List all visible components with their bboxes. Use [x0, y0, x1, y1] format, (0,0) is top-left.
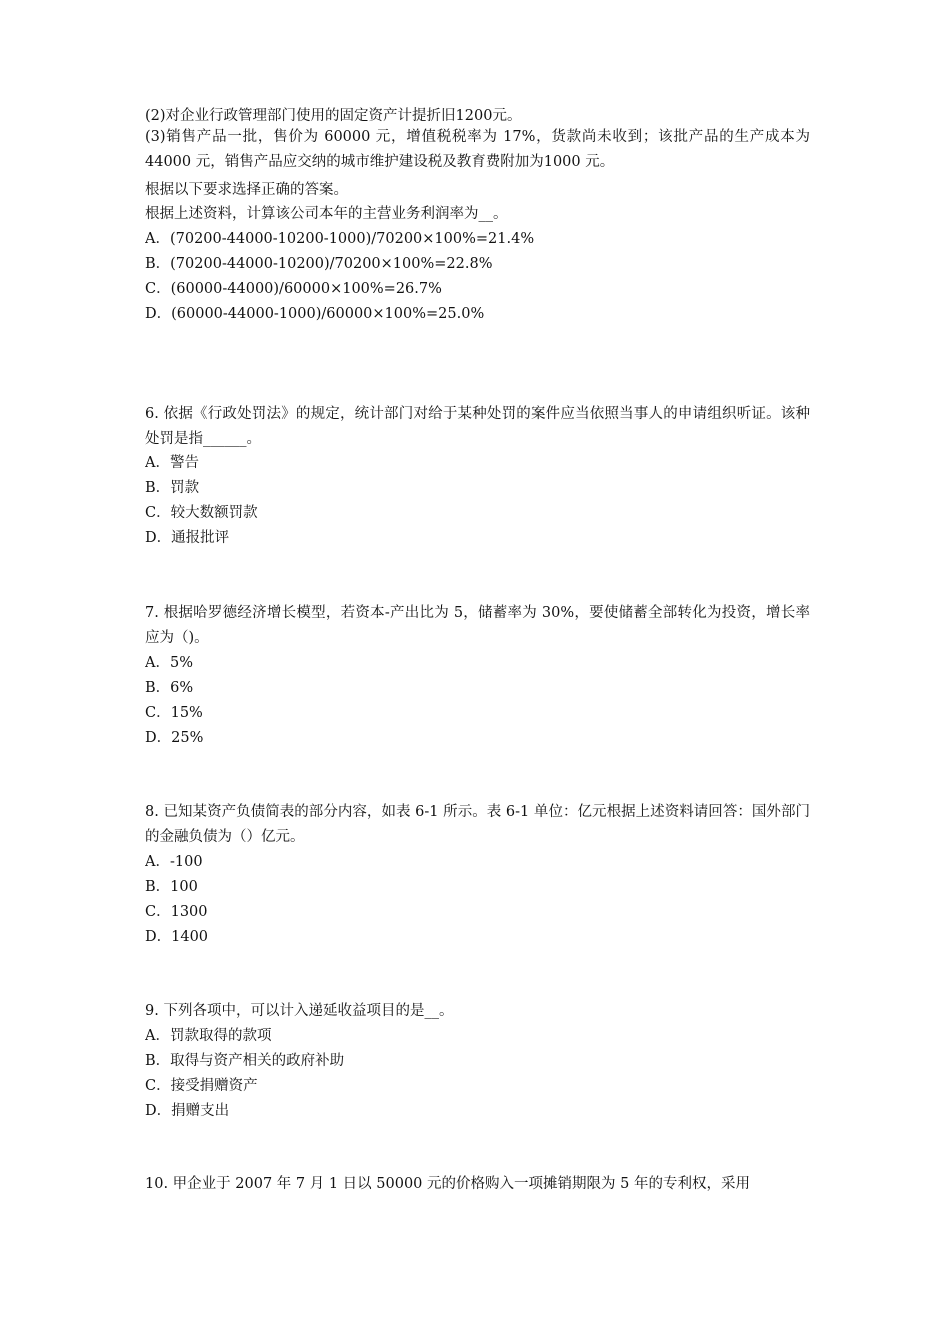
- q7-option-c: C．15%: [145, 705, 203, 721]
- q7-stem: 7. 根据哈罗德经济增长模型，若资本-产出比为 5，储蓄率为 30%，要使储蓄全部转化为投资，增长率应为（)。: [145, 605, 810, 646]
- q9-option-c: C．接受捐赠资产: [145, 1078, 258, 1094]
- q6-stem: 6. 依据《行政处罚法》的规定，统计部门对给于某种处罚的案件应当依照当事人的申请组织听证。该种处罚是指______。: [145, 406, 810, 447]
- q7-option-a: A．5%: [145, 655, 193, 671]
- intro-requirement: 根据以下要求选择正确的答案。: [145, 182, 348, 198]
- q9-option-a: A．罚款取得的款项: [145, 1028, 272, 1044]
- intro-line-2: (2)对企业行政管理部门使用的固定资产计提折旧1200元。: [145, 108, 522, 124]
- intro-option-c: C．(60000-44000)/60000×100%=26.7%: [145, 281, 442, 297]
- intro-line-3: (3)销售产品一批，售价为 60000 元，增值税税率为 17%，货款尚未收到；该批产品的生产成本为 44000 元，销售产品应交纳的城市维护建设税及教育费附加为1000 元。: [145, 129, 810, 170]
- q8-option-b: B．100: [145, 879, 198, 895]
- intro-option-a: A．(70200-44000-10200-1000)/70200×100%=21.4%: [145, 231, 535, 247]
- q10-stem: 10. 甲企业于 2007 年 7 月 1 日以 50000 元的价格购入一项摊销期限为 5 年的专利权，采用: [145, 1176, 750, 1192]
- q9-option-d: D．捐赠支出: [145, 1103, 230, 1119]
- q6-option-b: B．罚款: [145, 480, 200, 496]
- q6-option-a: A．警告: [145, 455, 199, 471]
- q8-option-d: D．1400: [145, 929, 209, 945]
- q8-option-a: A．-100: [145, 854, 203, 870]
- q7-option-d: D．25%: [145, 730, 204, 746]
- intro-option-b: B．(70200-44000-10200)/70200×100%=22.8%: [145, 256, 493, 272]
- q6-option-d: D．通报批评: [145, 530, 230, 546]
- q6-option-c: C．较大数额罚款: [145, 505, 258, 521]
- intro-question: 根据上述资料，计算该公司本年的主营业务利润率为__。: [145, 206, 508, 222]
- q8-option-c: C．1300: [145, 904, 208, 920]
- q9-option-b: B．取得与资产相关的政府补助: [145, 1053, 345, 1069]
- q7-option-b: B．6%: [145, 680, 194, 696]
- intro-option-d: D．(60000-44000-1000)/60000×100%=25.0%: [145, 306, 485, 322]
- q9-stem: 9. 下列各项中，可以计入递延收益项目的是__。: [145, 1003, 454, 1019]
- q8-stem: 8. 已知某资产负债简表的部分内容，如表 6-1 所示。表 6-1 单位：亿元根据上述资料请回答：国外部门的金融负债为（）亿元。: [145, 804, 810, 845]
